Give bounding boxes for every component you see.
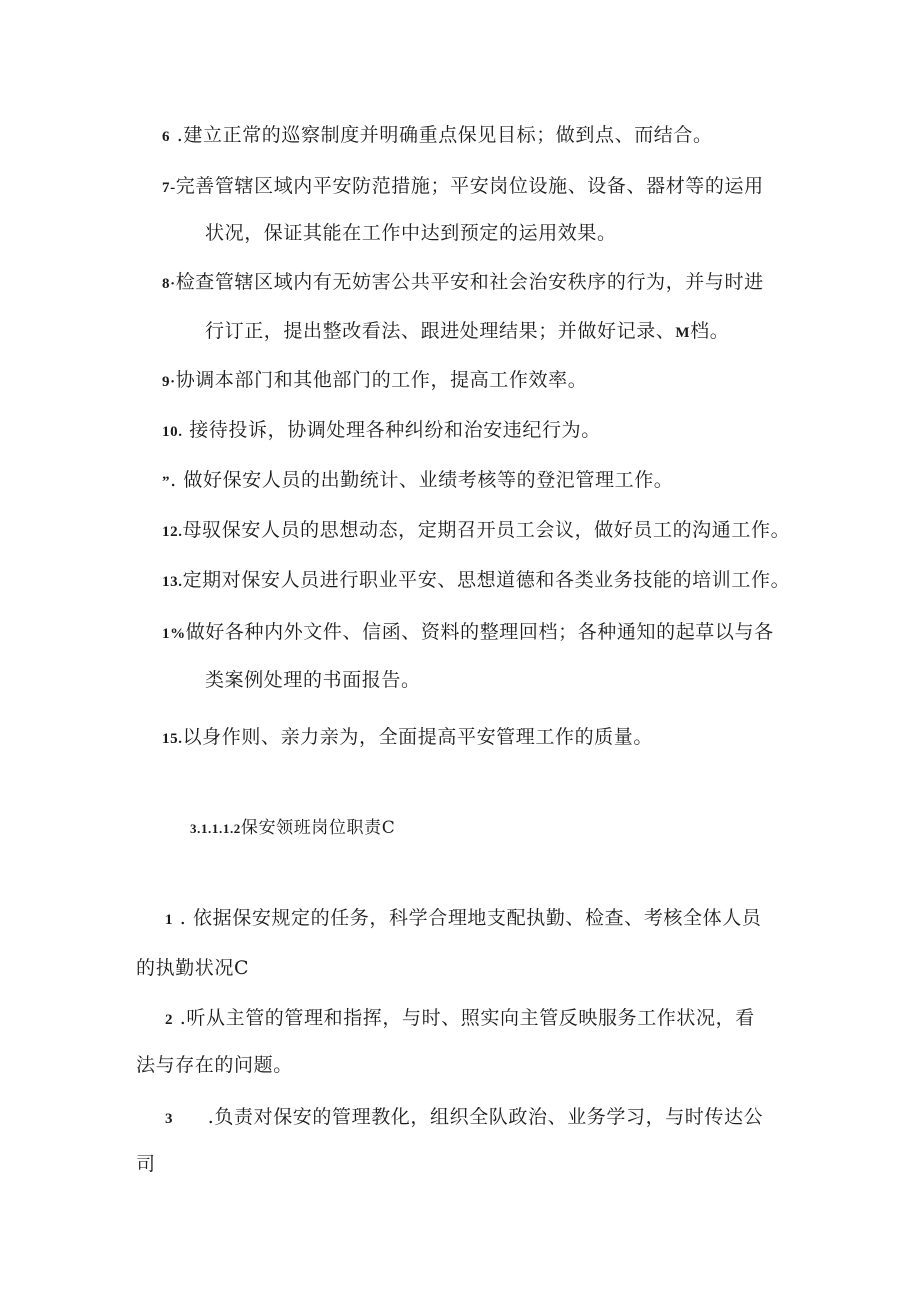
list-item-7-continuation: 状况，保证其能在工作中达到预定的运用效果。 [205,222,617,244]
item-number: 9· [162,374,176,390]
item-number: 12. [162,524,183,540]
item-number: 2 [165,1012,174,1028]
item-text: 完善管辖区域内平安防范措施；平安岗位设施、设备、器材等的运用 [175,175,764,197]
item-text: .负责对保安的管理教化，组织全队政治、业务学习，与时传达公 [201,1106,764,1128]
list-item-7 [162,174,764,200]
list-item-15 [162,725,653,751]
list-item-11 [162,468,673,494]
continuation-bold: M [675,325,691,341]
item-number: ” [162,474,171,490]
item-text: .听从主管的管理和指挥，与时、照实向主管反映服务工作状况，看 [173,1007,755,1029]
duty-item-2 [165,1006,755,1032]
item-text: 以身作则、亲力亲为，全面提高平安管理工作的质量。 [182,726,653,748]
continuation-tail: 档。 [690,320,730,342]
section-number: 3.1.1.1.2 [190,821,241,836]
section-title: 保安领班岗位职责C [240,818,396,838]
item-text: . 做好保安人员的出勤统计、业绩考核等的登汜管理工作。 [170,469,674,491]
item-number: 7- [162,180,176,196]
duty-item-3 [165,1105,763,1131]
continuation-text: 行订正，提出整改看法、跟进处理结果；并做好记录、 [205,320,676,342]
list-item-12 [162,518,790,544]
list-item-14 [162,620,774,646]
section-heading [190,816,395,841]
duty-item-3-continuation: 司 [136,1153,156,1175]
item-number: 8· [162,276,176,292]
list-item-6 [162,123,713,149]
list-item-9 [162,368,587,394]
item-number: 15. [162,731,183,747]
item-text: 接待投诉，协调处理各种纠纷和治安违纪行为。 [182,419,601,441]
list-item-8 [162,270,764,296]
duty-item-2-continuation: 法与存在的问题。 [136,1054,293,1076]
item-text: 检查管辖区域内有无妨害公共平安和社会治安秩序的行为，并与时进 [175,271,764,293]
item-number: 1 [165,912,174,928]
list-item-8-continuation [205,319,729,345]
item-number: 6 [162,129,171,145]
item-number: 10. [162,424,183,440]
duty-item-1 [165,906,761,932]
list-item-13 [162,568,790,594]
list-item-14-continuation: 类案例处理的书面报告。 [205,669,421,691]
list-item-10 [162,418,601,444]
item-text: 协调本部门和其他部门的工作，提高工作效率。 [175,369,588,391]
item-text: .建立正常的巡察制度并明确重点保见目标；做到点、而结合。 [170,124,713,146]
item-text: . 依据保安规定的任务，科学合理地支配执勤、检查、考核全体人员 [173,907,762,929]
item-text: 做好各种内外文件、信函、资料的整理回档；各种通知的起草以与各 [185,621,774,643]
item-number: 1% [162,626,186,642]
item-text: 母驭保安人员的思想动态，定期召开员工会议，做好员工的沟通工作。 [182,519,791,541]
duty-item-1-continuation: 的执勤状况C [136,957,250,979]
item-number: 13. [162,574,183,590]
item-number: 3 [165,1111,174,1127]
item-text: 定期对保安人员进行职业平安、思想道德和各类业务技能的培训工作。 [182,569,791,591]
